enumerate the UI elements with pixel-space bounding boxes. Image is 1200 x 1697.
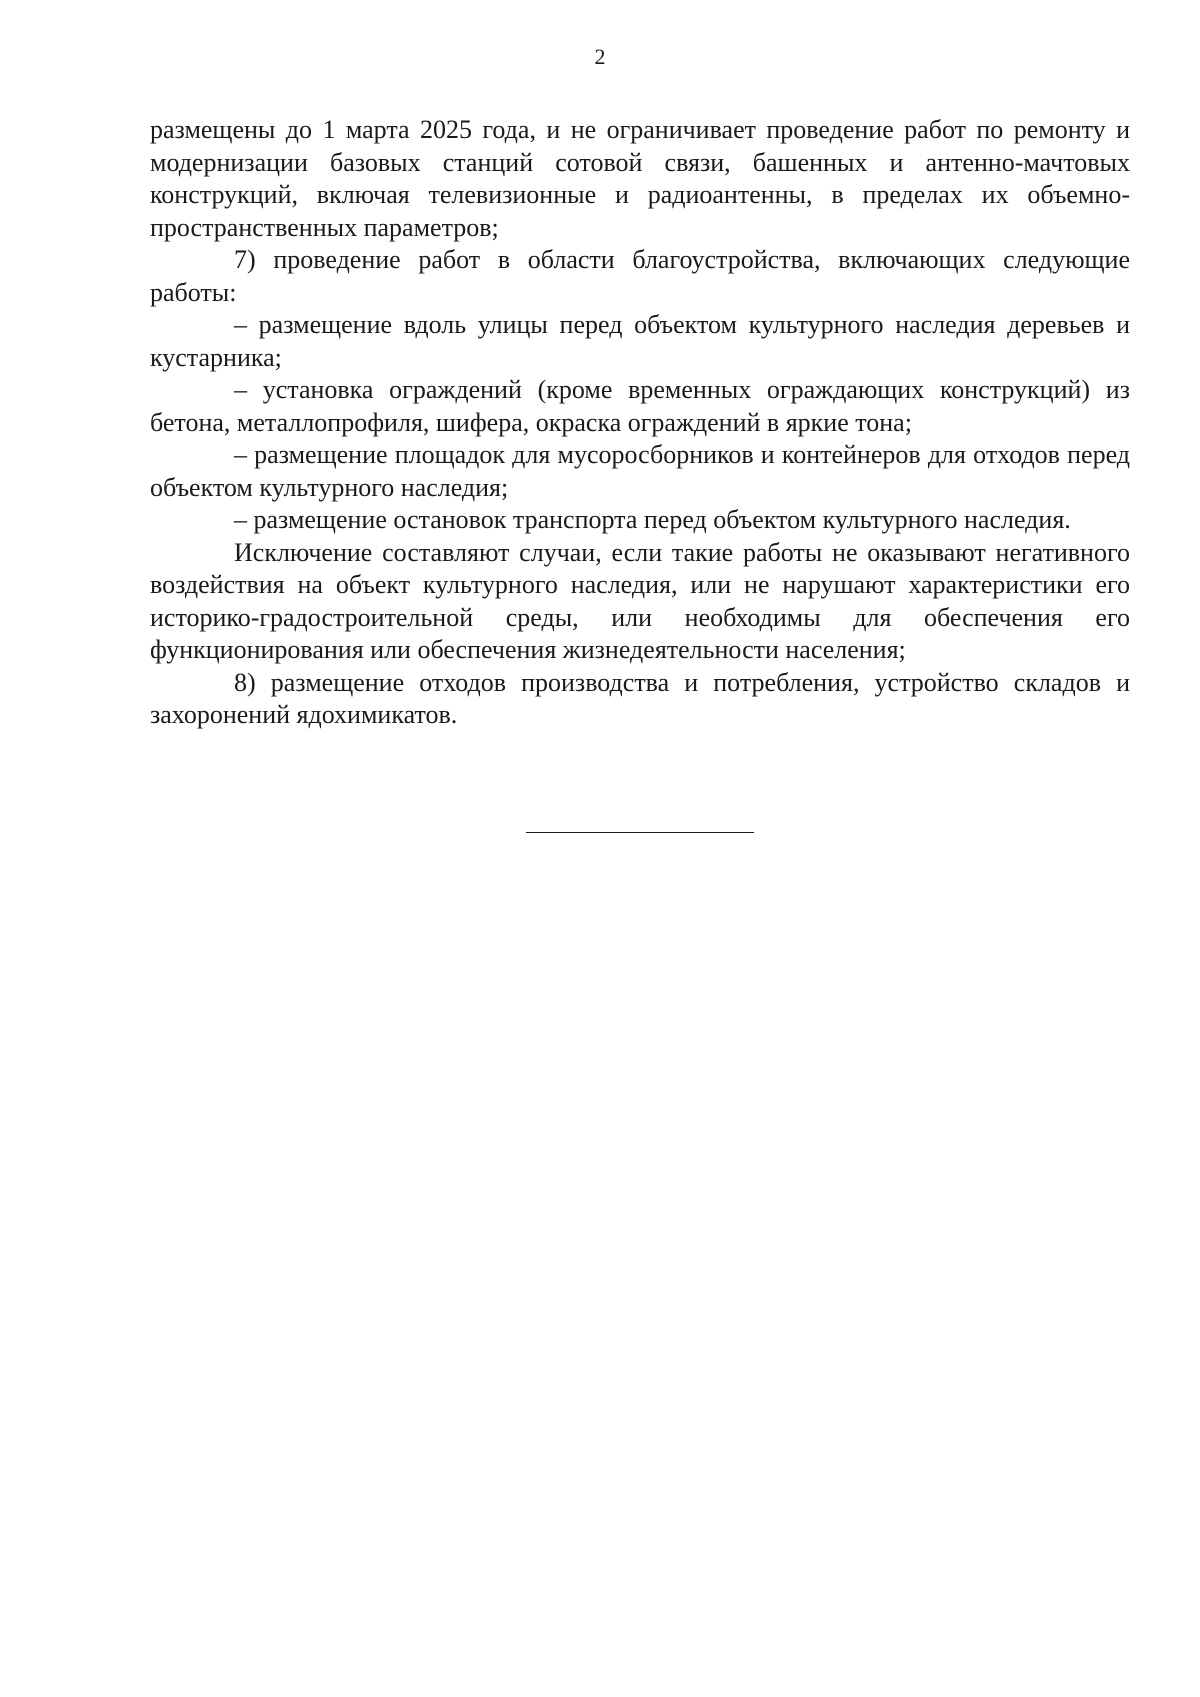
list-item-7: 7) проведение работ в области благоустройства, включающих следующие работы:	[150, 245, 1130, 307]
sub-item-waste-sites: – размещение площадок для мусоросборников и контейнеров для отходов перед объектом культурного наследия;	[150, 440, 1130, 502]
paragraph-continuation: размещены до 1 марта 2025 года, и не ограничивает проведение работ по ремонту и модернизации базовых станций сотовой связи, башенных и антенно-мачтовых конструкций, включая телевизионные и радиоантенны, в пределах их объемно- пространственных параметров;	[150, 115, 1130, 242]
paragraph-exception: Исключение составляют случаи, если такие работы не оказывают негативного воздействия на объект культурного наследия, или не нарушают характеристики его историко-градостроительной среды, или необходимы для обеспечения его функционирования или обеспечения жизнедеятельности населения;	[150, 537, 1130, 664]
document-body	[150, 114, 1130, 732]
list-item-8: 8) размещение отходов производства и потребления, устройство складов и захоронений ядохимикатов.	[150, 667, 1130, 729]
sub-item-trees: – размещение вдоль улицы перед объектом культурного наследия деревьев и кустарника;	[150, 310, 1130, 372]
sub-item-transport-stops: – размещение остановок транспорта перед объектом культурного наследия.	[234, 505, 1071, 534]
sub-item-fences: – установка ограждений (кроме временных ограждающих конструкций) из бетона, металлопрофиля, шифера, окраска ограждений в яркие тона;	[150, 375, 1130, 437]
closing-divider	[526, 832, 754, 833]
page-number: 2	[594, 44, 606, 69]
